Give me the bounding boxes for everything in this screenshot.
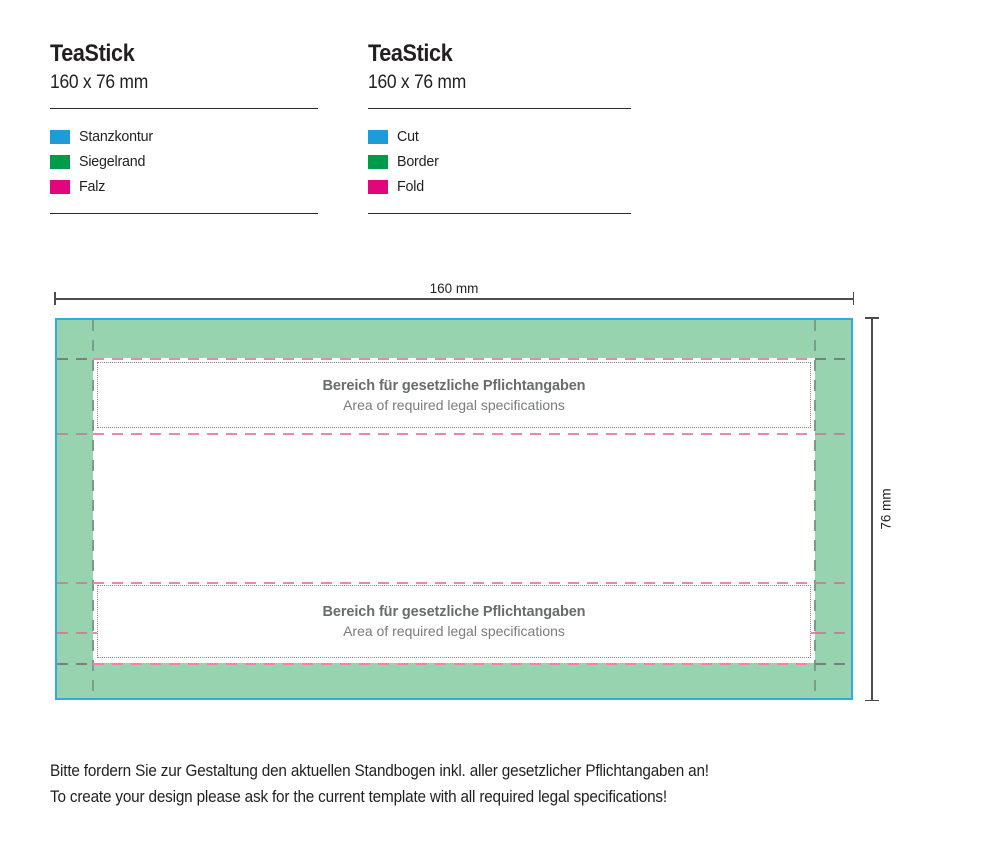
legend-item-border xyxy=(50,149,318,174)
height-dimension xyxy=(864,318,898,700)
legal-area-text-en: Area of required legal specifications xyxy=(343,396,565,413)
divider-line xyxy=(368,213,631,214)
seal-boundary-dash xyxy=(57,663,93,665)
legend-label: Stanzkontur xyxy=(79,128,153,145)
seal-boundary-dash xyxy=(815,663,851,665)
fold-line xyxy=(93,358,815,360)
border-color-swatch xyxy=(368,155,388,169)
width-dimension-label: 160 mm xyxy=(429,281,479,296)
legal-area-text-de: Bereich für gesetzliche Pflichtangaben xyxy=(322,604,586,620)
dimension-tick xyxy=(54,292,56,305)
cut-color-swatch xyxy=(368,130,388,144)
legal-area-text-de: Bereich für gesetzliche Pflichtangaben xyxy=(322,377,586,394)
border-color-swatch xyxy=(50,155,70,169)
seal-boundary-dash xyxy=(57,358,93,360)
product-dimensions: 160 x 76 mm xyxy=(50,72,149,93)
footer-note-de: Bitte fordern Sie zur Gestaltung den aktuellen Standbogen inkl. aller gesetzlicher Pflichtangaben an! xyxy=(50,761,709,780)
fold-color-swatch xyxy=(368,180,388,194)
product-title: TeaStick xyxy=(368,40,453,67)
seal-edge-dashed-line-left xyxy=(92,320,94,698)
legal-area-top xyxy=(97,362,811,428)
legend-item-cut xyxy=(50,124,318,149)
legend-item-cut xyxy=(368,124,631,149)
divider-line xyxy=(50,213,318,214)
footer-note xyxy=(50,758,709,810)
legend-item-border xyxy=(368,149,631,174)
legend-panel-english xyxy=(368,40,631,195)
legend-panel-german xyxy=(50,40,318,195)
fold-line xyxy=(93,582,815,584)
fold-line-margin xyxy=(815,433,851,435)
fold-line-margin xyxy=(815,632,851,634)
legend-item-fold xyxy=(50,174,318,199)
dimension-line xyxy=(55,298,853,300)
fold-line xyxy=(93,663,815,665)
seal-boundary-dash xyxy=(815,358,851,360)
fold-line-margin xyxy=(815,582,851,584)
width-dimension xyxy=(55,283,853,303)
legend-label: Cut xyxy=(397,128,419,145)
teastick-template-drawing xyxy=(55,318,853,700)
legend-list xyxy=(50,124,318,199)
legend-label: Border xyxy=(397,153,439,170)
dimension-tick xyxy=(853,292,855,305)
dimension-tick xyxy=(865,700,879,702)
product-title: TeaStick xyxy=(50,40,135,67)
legend-label: Falz xyxy=(79,178,106,195)
fold-color-swatch xyxy=(50,180,70,194)
legal-area-text-en: Area of required legal specifications xyxy=(343,623,565,639)
fold-line-margin xyxy=(57,582,93,584)
fold-line-margin xyxy=(57,433,93,435)
fold-line xyxy=(93,433,815,435)
fold-line-margin xyxy=(57,632,93,634)
dimension-tick xyxy=(865,317,879,319)
legend-list xyxy=(368,124,631,199)
divider-line xyxy=(368,108,631,109)
legend-label: Siegelrand xyxy=(79,153,146,170)
legend-label: Fold xyxy=(397,178,424,195)
divider-line xyxy=(50,108,318,109)
product-dimensions: 160 x 76 mm xyxy=(368,72,467,93)
cut-color-swatch xyxy=(50,130,70,144)
footer-note-en: To create your design please ask for the current template with all required legal specifications! xyxy=(50,787,667,806)
dimension-line xyxy=(871,318,873,700)
legal-area-bottom xyxy=(97,585,811,658)
height-dimension-label: 76 mm xyxy=(878,488,894,530)
legend-item-fold xyxy=(368,174,631,199)
seal-edge-dashed-line-right xyxy=(814,320,816,698)
